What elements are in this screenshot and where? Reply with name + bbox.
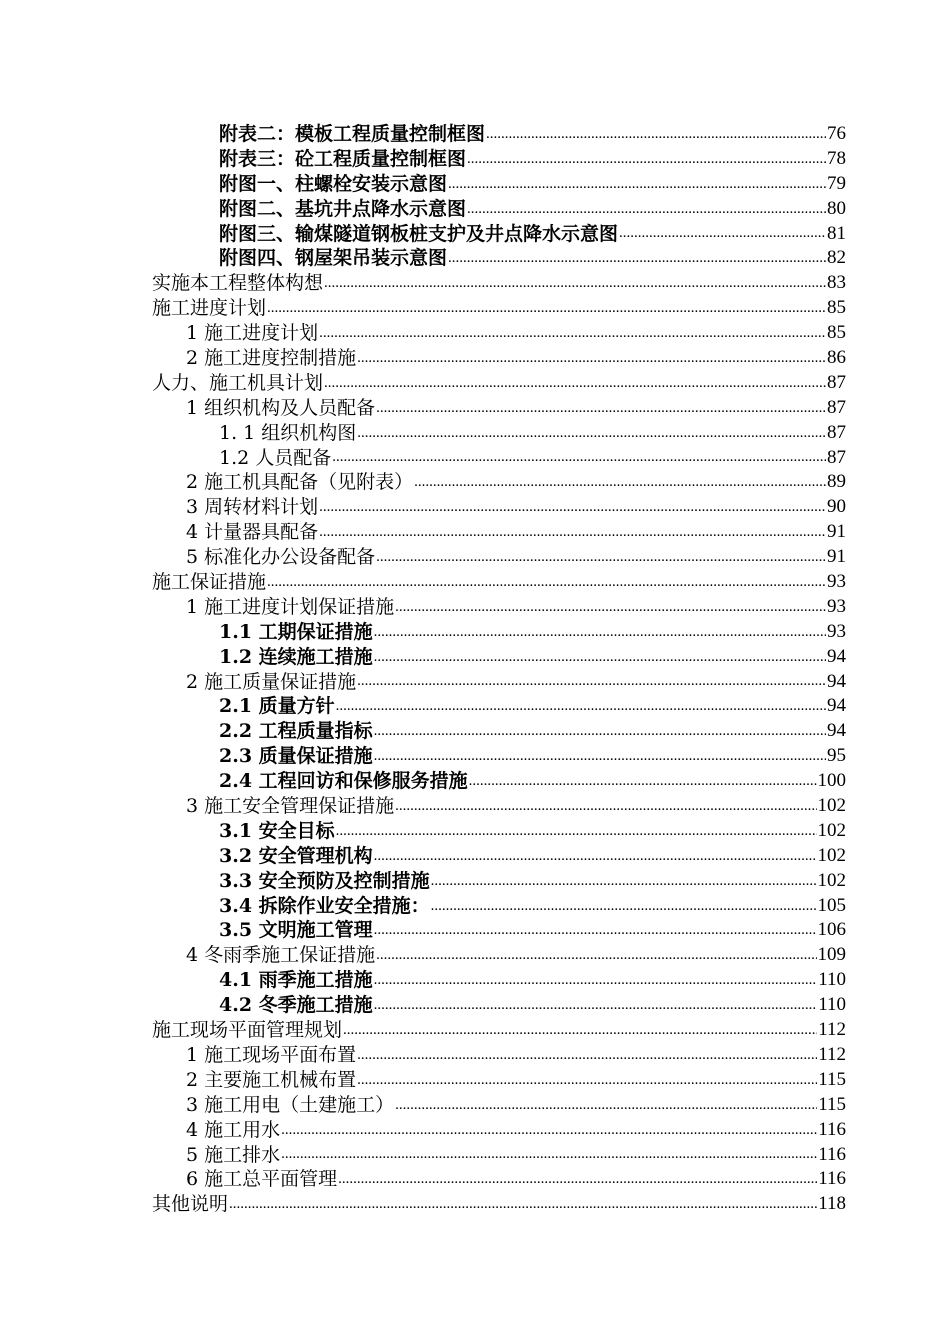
toc-entry-page-number: 93 — [827, 571, 846, 593]
toc-entry[interactable] — [152, 1018, 846, 1043]
toc-dot-leader — [357, 349, 826, 368]
toc-entry-label: 附图三、输煤隧道钢板桩支护及井点降水示意图 — [219, 222, 619, 245]
toc-entry[interactable] — [152, 620, 846, 645]
toc-dot-leader — [374, 722, 826, 741]
toc-entry[interactable] — [152, 122, 846, 147]
toc-dot-leader — [267, 299, 826, 318]
toc-entry[interactable] — [152, 271, 846, 296]
toc-entry[interactable] — [152, 1167, 846, 1192]
toc-entry-page-number: 112 — [818, 1043, 846, 1065]
toc-dot-leader — [376, 946, 816, 965]
toc-dot-leader — [319, 324, 826, 343]
toc-entry-label: 5 标准化办公设备配备 — [186, 546, 376, 569]
toc-entry-label: 1 施工进度计划 — [186, 322, 319, 345]
toc-entry-label: 6 施工总平面管理 — [186, 1168, 338, 1191]
toc-entry[interactable] — [152, 595, 846, 620]
toc-dot-leader — [467, 200, 826, 219]
toc-dot-leader — [414, 473, 826, 492]
toc-entry[interactable] — [152, 1043, 846, 1068]
toc-entry-page-number: 93 — [827, 595, 846, 617]
toc-dot-leader — [395, 797, 816, 816]
toc-entry[interactable] — [152, 1192, 846, 1217]
toc-entry-page-number: 115 — [818, 1093, 846, 1115]
toc-entry[interactable] — [152, 296, 846, 321]
toc-entry-page-number: 115 — [818, 1068, 846, 1090]
toc-entry-page-number: 95 — [827, 745, 846, 767]
toc-entry-page-number: 110 — [818, 994, 846, 1016]
toc-entry-page-number: 89 — [827, 471, 846, 493]
toc-entry-label: 1.2 连续施工措施 — [219, 645, 373, 668]
toc-entry-label: 1 施工进度计划保证措施 — [186, 595, 395, 618]
toc-dot-leader — [448, 249, 826, 268]
toc-dot-leader — [319, 498, 826, 517]
toc-entry[interactable] — [152, 545, 846, 570]
toc-entry-page-number: 76 — [827, 122, 846, 144]
toc-entry-page-number: 80 — [827, 197, 846, 219]
toc-entry-label: 3 施工用电（土建施工） — [186, 1093, 395, 1116]
toc-entry-label: 3.4 拆除作业安全措施： — [219, 894, 430, 917]
toc-entry-label: 4 计量器具配备 — [186, 521, 319, 544]
toc-entry-label: 2.3 质量保证措施 — [219, 745, 373, 768]
toc-entry[interactable] — [152, 246, 846, 271]
toc-entry[interactable] — [152, 769, 846, 794]
toc-dot-leader — [374, 971, 818, 990]
toc-entry-label: 1. 1 组织机构图 — [219, 421, 357, 444]
toc-entry-label: 4 冬雨季施工保证措施 — [186, 944, 376, 967]
toc-dot-leader — [374, 623, 826, 642]
toc-entry[interactable] — [152, 719, 846, 744]
toc-entry[interactable] — [152, 993, 846, 1018]
toc-entry-page-number: 102 — [817, 819, 846, 841]
toc-entry[interactable] — [152, 919, 846, 944]
toc-entry-page-number: 110 — [818, 969, 846, 991]
toc-entry-page-number: 109 — [817, 944, 846, 966]
toc-entry-label: 3.3 安全预防及控制措施 — [219, 869, 430, 892]
toc-entry[interactable] — [152, 819, 846, 844]
toc-entry-page-number: 91 — [827, 546, 846, 568]
toc-entry[interactable] — [152, 172, 846, 197]
toc-dot-leader — [467, 150, 826, 169]
toc-dot-leader — [374, 747, 826, 766]
toc-entry-label: 1.1 工期保证措施 — [219, 620, 373, 643]
toc-dot-leader — [324, 374, 826, 393]
toc-dot-leader — [374, 921, 817, 940]
toc-entry-page-number: 100 — [817, 770, 846, 792]
toc-entry-page-number: 118 — [818, 1193, 846, 1215]
toc-dot-leader — [281, 1145, 817, 1164]
toc-entry[interactable] — [152, 346, 846, 371]
toc-entry-page-number: 83 — [827, 272, 846, 294]
toc-entry[interactable] — [152, 570, 846, 595]
toc-dot-leader — [448, 175, 826, 194]
toc-entry-label: 附图一、柱螺栓安装示意图 — [219, 172, 448, 195]
toc-entry-page-number: 85 — [827, 297, 846, 319]
toc-entry-page-number: 87 — [827, 396, 846, 418]
toc-dot-leader — [431, 897, 817, 916]
toc-entry-label: 1 组织机构及人员配备 — [186, 396, 376, 419]
toc-entry-page-number: 93 — [827, 620, 846, 642]
toc-entry-label: 2.4 工程回访和保修服务措施 — [219, 770, 468, 793]
toc-entry[interactable] — [152, 197, 846, 222]
toc-entry-page-number: 85 — [827, 322, 846, 344]
toc-entry[interactable] — [152, 495, 846, 520]
toc-dot-leader — [267, 573, 826, 592]
toc-dot-leader — [395, 598, 826, 617]
toc-entry-page-number: 102 — [817, 869, 846, 891]
toc-entry-label: 附表三：砼工程质量控制框图 — [219, 147, 467, 170]
toc-entry-label: 实施本工程整体构想 — [152, 272, 324, 295]
toc-entry[interactable] — [152, 1143, 846, 1168]
toc-entry-label: 附表二：模板工程质量控制框图 — [219, 122, 486, 145]
toc-entry-label: 施工进度计划 — [152, 297, 267, 320]
toc-dot-leader — [357, 1046, 817, 1065]
toc-dot-leader — [343, 1021, 817, 1040]
toc-entry[interactable] — [152, 446, 846, 471]
toc-entry[interactable] — [152, 147, 846, 172]
toc-entry-label: 2 施工进度控制措施 — [186, 347, 357, 369]
toc-entry[interactable] — [152, 694, 846, 719]
toc-dot-leader — [395, 1096, 817, 1115]
toc-entry[interactable] — [152, 222, 846, 247]
toc-entry[interactable] — [152, 943, 846, 968]
toc-dot-leader — [319, 523, 826, 542]
toc-entry-label: 3.2 安全管理机构 — [219, 844, 373, 867]
toc-entry[interactable] — [152, 869, 846, 894]
toc-entry-page-number: 87 — [827, 421, 846, 443]
toc-entry[interactable] — [152, 371, 846, 396]
toc-dot-leader — [431, 872, 817, 891]
toc-entry-label: 3.5 文明施工管理 — [219, 919, 373, 942]
toc-entry-label: 4.1 雨季施工措施 — [219, 969, 373, 992]
toc-entry-label: 4 施工用水 — [186, 1118, 281, 1141]
toc-entry[interactable] — [152, 744, 846, 769]
toc-entry-label: 其他说明 — [152, 1193, 229, 1216]
toc-dot-leader — [357, 1071, 817, 1090]
toc-entry[interactable] — [152, 968, 846, 993]
toc-entry-page-number: 87 — [827, 371, 846, 393]
toc-dot-leader — [324, 274, 826, 293]
toc-entry-page-number: 105 — [817, 894, 846, 916]
toc-entry-page-number: 91 — [827, 521, 846, 543]
toc-entry-label: 4.2 冬季施工措施 — [219, 994, 373, 1017]
toc-entry-page-number: 116 — [818, 1118, 846, 1140]
toc-entry-label: 2 施工机具配备（见附表） — [186, 471, 414, 494]
toc-entry-label: 2 施工质量保证措施 — [186, 670, 357, 693]
toc-entry[interactable] — [152, 1068, 846, 1093]
toc-entry-label: 施工现场平面管理规划 — [152, 1019, 343, 1042]
toc-entry-label: 2 主要施工机械布置 — [186, 1068, 357, 1091]
toc-dot-leader — [336, 697, 826, 716]
toc-entry-page-number: 90 — [827, 496, 846, 518]
toc-entry-page-number: 102 — [817, 844, 846, 866]
toc-entry[interactable] — [152, 1093, 846, 1118]
toc-entry[interactable] — [152, 321, 846, 346]
toc-entry-page-number: 87 — [827, 446, 846, 468]
toc-entry[interactable] — [152, 794, 846, 819]
toc-dot-leader — [357, 672, 826, 691]
toc-dot-leader — [486, 125, 826, 144]
toc-dot-leader — [357, 424, 826, 443]
toc-entry-page-number: 112 — [818, 1019, 846, 1041]
toc-entry[interactable] — [152, 670, 846, 695]
toc-entry[interactable] — [152, 396, 846, 421]
toc-entry-page-number: 94 — [827, 695, 846, 717]
toc-entry-label: 2.2 工程质量指标 — [219, 720, 373, 743]
toc-entry-page-number: 94 — [827, 645, 846, 667]
toc-entry-page-number: 106 — [817, 919, 846, 941]
toc-entry-label: 人力、施工机具计划 — [152, 371, 324, 394]
toc-dot-leader — [281, 1121, 817, 1140]
toc-dot-leader — [374, 847, 817, 866]
toc-entry[interactable] — [152, 645, 846, 670]
toc-dot-leader — [376, 399, 826, 418]
toc-entry-label: 附图四、钢屋架吊装示意图 — [219, 247, 448, 270]
toc-entry-label: 施工保证措施 — [152, 571, 267, 594]
toc-entry[interactable] — [152, 894, 846, 919]
table-of-contents — [152, 122, 846, 1217]
toc-dot-leader — [619, 224, 826, 243]
toc-entry-page-number: 94 — [827, 670, 846, 692]
toc-dot-leader — [376, 548, 826, 567]
toc-entry-page-number: 94 — [827, 720, 846, 742]
toc-entry[interactable] — [152, 520, 846, 545]
toc-dot-leader — [229, 1195, 817, 1214]
toc-entry-label: 5 施工排水 — [186, 1143, 281, 1166]
toc-entry-page-number: 116 — [818, 1143, 846, 1165]
toc-entry-label: 3 周转材料计划 — [186, 496, 319, 519]
toc-entry-page-number: 86 — [827, 347, 846, 368]
toc-entry[interactable] — [152, 421, 846, 446]
toc-entry-label: 2.1 质量方针 — [219, 695, 335, 718]
toc-dot-leader — [469, 772, 817, 791]
toc-entry-page-number: 81 — [827, 222, 846, 244]
toc-entry-page-number: 82 — [827, 247, 846, 269]
toc-entry-label: 1 施工现场平面布置 — [186, 1043, 357, 1066]
toc-entry-page-number: 102 — [817, 795, 846, 817]
toc-entry[interactable] — [152, 1118, 846, 1143]
toc-dot-leader — [374, 648, 826, 667]
toc-dot-leader — [374, 996, 818, 1015]
toc-entry-label: 1.2 人员配备 — [219, 446, 332, 469]
toc-dot-leader — [336, 822, 817, 841]
toc-entry-label: 3.1 安全目标 — [219, 819, 335, 842]
toc-entry[interactable] — [152, 470, 846, 495]
toc-dot-leader — [338, 1170, 817, 1189]
toc-entry-label: 附图二、基坑井点降水示意图 — [219, 197, 467, 220]
toc-entry-label: 3 施工安全管理保证措施 — [186, 795, 395, 818]
toc-entry[interactable] — [152, 844, 846, 869]
toc-entry-page-number: 78 — [827, 147, 846, 169]
toc-entry-page-number: 79 — [827, 172, 846, 194]
toc-dot-leader — [332, 448, 826, 467]
toc-entry-page-number: 116 — [818, 1168, 846, 1190]
